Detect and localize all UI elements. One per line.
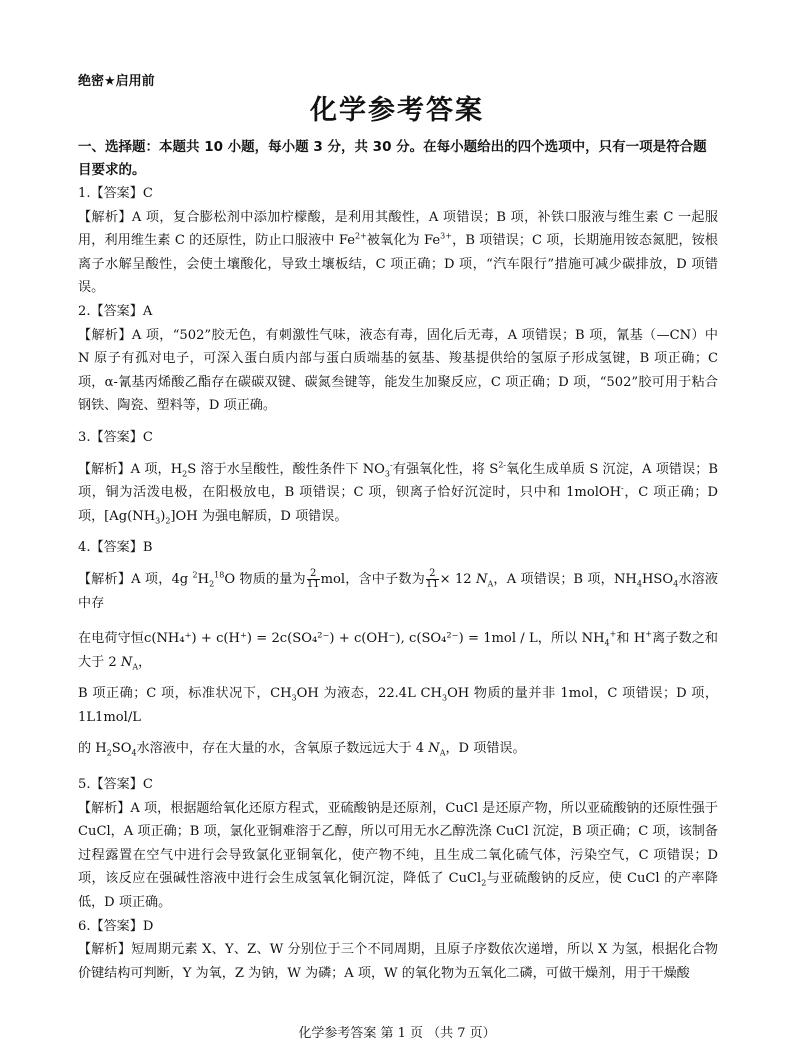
charge-conservation-equation: c(NH₄⁺) + c(H⁺) = 2c(SO₄²⁻) + c(OH⁻), c(SO₄²⁻) = 1mol / L xyxy=(144,631,538,647)
q2-analysis: 【解析】A 项，“502”胶无色，有刺激性气味，液态有毒，固化后无毒，A 项错误；B 项，氰基（—CN）中 N 原子有孤对电子，可深入蛋白质内部与蛋白质端基的氨基、羧基提供给的氢原子形成氢键，B 项正确；C 项，α-氰基丙烯酸乙酯存在碳碳双键、碳氮叁键等，能发生加聚反应，C 项正确；D 项，“502”胶可用于粘合钢铁、陶瓷、塑料等，D 项正确。 xyxy=(78,327,718,414)
q5-analysis: 【解析】A 项，根据题给氧化还原方程式，亚硫酸钠是还原剂，CuCl 是还原产物，所以亚硫酸钠的还原性强于 CuCl，A 项正确；B 项，氯化亚铜难溶于乙醇，所以可用无水乙醇洗涤 CuCl 沉淀，B 项正确；C 项，该制备过程露置在空气中进行会导致氯化亚铜氧化，使产物不纯，且生成二氧化硫气体，污染空气，C 项错误；D 项，该反应在强碱性溶液中进行会生成氢氧化铜沉淀，降低了 CuCl$_2$与亚硫酸钠的反应，使 CuCl 的产率降低，D 项正确。 xyxy=(78,800,719,911)
q4-answer: 4.【答案】B xyxy=(78,540,153,556)
fraction-2-11-b: $\frac{2}{11}$ xyxy=(425,567,439,590)
q3-analysis: 【解析】A 项，$H_2S$ 溶于水呈酸性，酸性条件下 $NO_3^-$有强氧化性，将 $S^{2-}$氧化生成单质 S 沉淀，A 项错误；B 项，铜为活泼电极，在阳极放电，B 项错误；C 项，钡离子恰好沉淀时，只中和 1molOH-，C 项正确；D 项，$[Ag(NH_3)_2]OH$ 为强电解质，D 项错误。 xyxy=(78,460,718,526)
q2-answer: 2.【答案】A xyxy=(78,303,153,319)
section-heading: 一、选择题：本题共 10 小题，每小题 3 分，共 30 分。在每小题给出的四个选项中，只有一项是符合题目要求的。 xyxy=(78,139,707,178)
q1-analysis: 【解析】A 项，复合膨松剂中添加柠檬酸，是利用其酸性，A 项错误；B 项，补铁口服液与维生素 C 一起服用，利用维生素 C 的还原性，防止口服液中 $Fe^{2+}$被氧化为 $Fe^{3+}$，B 项错误；C 项，长期施用铵态氮肥，铵根离子水解呈酸性，会使土壤酸化，导致土壤板结，C 项正确；D 项，“汽车限行”措施可减少碳排放，D 项错误。 xyxy=(78,209,719,296)
q5-answer: 5.【答案】C xyxy=(78,777,153,793)
answer-content xyxy=(78,182,718,985)
q4-analysis-eq: 在电荷守恒c(NH₄⁺) + c(H⁺) = 2c(SO₄²⁻) + c(OH⁻), c(SO₄²⁻) = 1mol / L，所以 $NH_4^+$和 H+离子数之和大于 2 $N_A$， xyxy=(78,629,719,672)
q4-analysis-d: 的 $H_2SO_4$水溶液中，存在大量的水，含氧原子数远远大于 4 $N_A$，D 项错误。 xyxy=(78,741,526,759)
q4-analysis: 【解析】A 项，4g $^2H_2^{18}O$ 物质的量为 $\frac{2}{11}$ mol，含中子数为 $\frac{2}{11}$ × 12 $N_A$，A 项错误；B 项，$NH_4HSO_4$水溶液中存 xyxy=(78,567,718,611)
confidential-label: 绝密★启用前 xyxy=(78,74,155,89)
fraction-2-11: $\frac{2}{11}$ xyxy=(306,567,320,590)
q6-analysis: 【解析】短周期元素 X、Y、Z、W 分别位于三个不同周期，且原子序数依次递增，所以 X 为氢，根据化合物价键结构可判断，Y 为氧，Z 为钠，W 为磷；A 项，W 的氧化物为五氧化二磷，可做干燥剂，用于干燥酸 xyxy=(78,942,718,981)
page-title: 化学参考答案 xyxy=(310,95,484,126)
q3-answer: 3.【答案】C xyxy=(78,429,153,445)
q1-answer: 1.【答案】C xyxy=(78,186,153,201)
page-footer: 化学参考答案 第 1 页 （共 7 页） xyxy=(298,1026,496,1041)
q6-answer: 6.【答案】D xyxy=(78,918,154,934)
q4-analysis-c: B 项正确；C 项，标准状况下，$CH_3OH$ 为液态，22.4L $CH_3OH$ 物质的量并非 1mol，C 项错误；D 项，1L1mol/L xyxy=(78,686,719,725)
